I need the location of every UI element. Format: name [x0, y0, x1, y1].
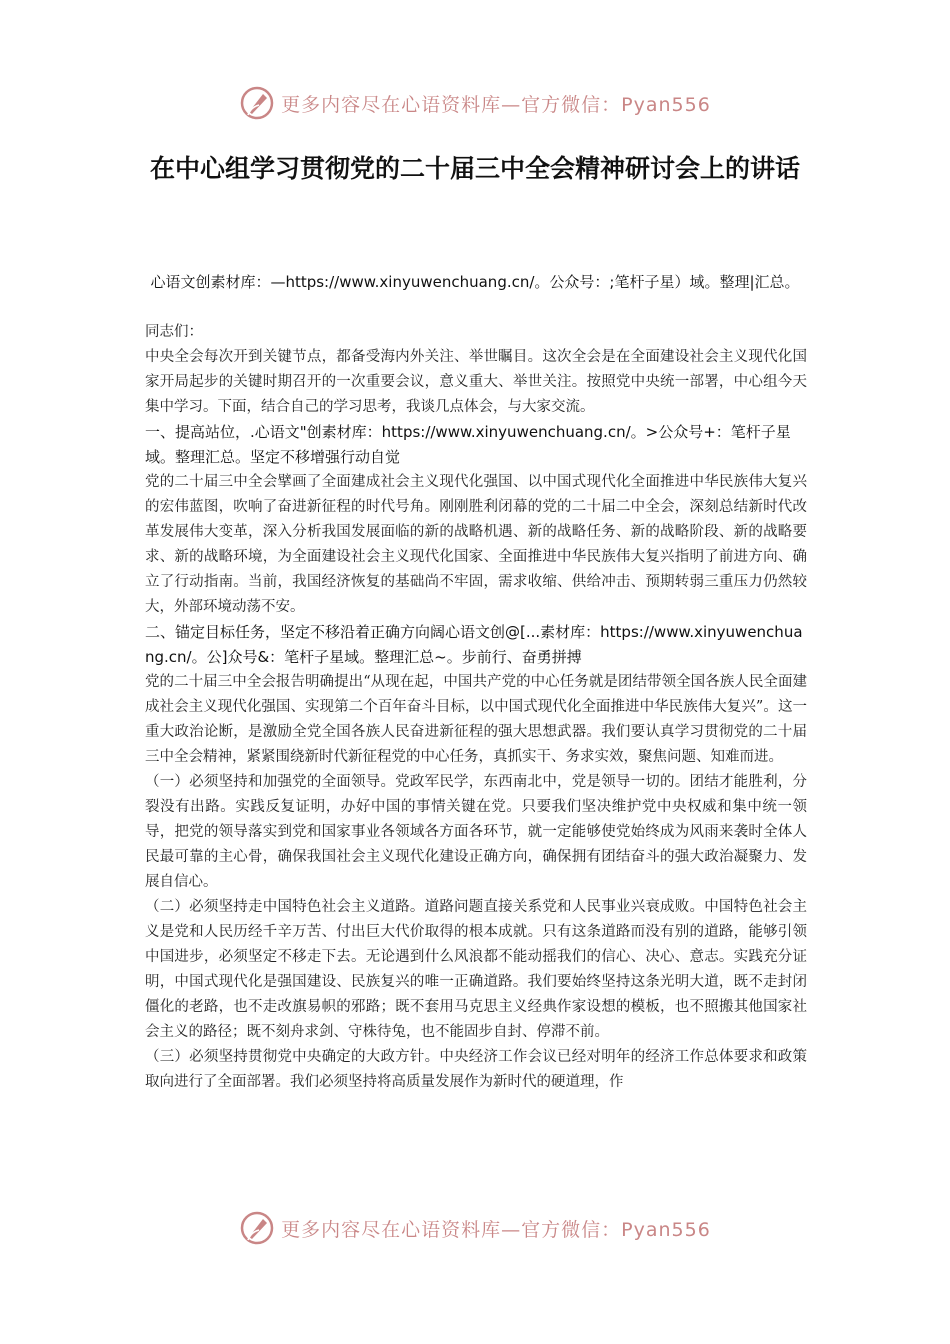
section-heading-2: 二、锚定目标任务，坚定不移沿着正确方向阔心语文创@[...素材库：https://www.xinyuwenchuang.cn/。公]众号&：笔杆子星域。整理汇总~。步前行、奋勇拼搏 — [145, 623, 803, 666]
paragraph-4: （二）必须坚持走中国特色社会主义道路。道路问题直接关系党和人民事业兴衰成败。中国特色社会主义是党和人民历经千辛万苦、付出巨大代价取得的根本成就。只有这条道路而没有别的道路，能够引领中国进步，必须坚定不移走下去。无论遇到什么风浪都不能动摇我们的信心、决心、意志。实践充分证明，中国式现代化是强国建设、民族复兴的唯一正确道路。我们要始终坚持这条光明大道，既不走封闭僵化的老路，也不走改旗易帜的邪路；既不套用马克思主义经典作家设想的模板，也不照搬其他国家社会主义的路径；既不刻舟求剑、守株待兔，也不能固步自封、停滞不前。 — [145, 899, 807, 1040]
document-body — [145, 320, 807, 1095]
paragraph-1: 党的二十届三中全会擘画了全面建成社会主义现代化强国、以中国式现代化全面推进中华民族伟大复兴的宏伟蓝图，吹响了奋进新征程的时代号角。刚刚胜利闭幕的党的二十届二中全会，深刻总结新时代改革发展伟大变革，深入分析我国发展面临的新的战略机遇、新的战略任务、新的战略阶段、新的战略要求、新的战略环境，为全面建设社会主义现代化国家、全面推进中华民族伟大复兴指明了前进方向、确立了行动指南。当前，我国经济恢复的基础尚不牢固，需求收缩、供给冲击、预期转弱三重压力仍然较大，外部环境动荡不安。 — [145, 474, 807, 615]
pen-nib-logo-icon — [239, 85, 275, 121]
paragraph-5: （三）必须坚持贯彻党中央确定的大政方针。中央经济工作会议已经对明年的经济工作总体要求和政策取向进行了全面部署。我们必须坚持将高质量发展作为新时代的硬道理，作 — [145, 1049, 807, 1090]
header-watermark-banner — [0, 85, 950, 125]
intro-paragraph: 中央全会每次开到关键节点，都备受海内外关注、举世瞩目。这次全会是在全面建设社会主义现代化国家开局起步的关键时期召开的一次重要会议，意义重大、举世关注。按照党中央统一部署，中心组今天集中学习。下面，结合自己的学习思考，我谈几点体会，与大家交流。 — [145, 349, 807, 415]
pen-nib-logo-icon — [239, 1210, 275, 1246]
banner-text: 更多内容尽在心语资料库—官方微信：Pyan556 — [281, 1218, 711, 1241]
paragraph-2: 党的二十届三中全会报告明确提出“从现在起，中国共产党的中心任务就是团结带领全国各族人民全面建成社会主义现代化强国、实现第二个百年奋斗目标，以中国式现代化全面推进中华民族伟大复兴”。这一重大政治论断，是激励全党全国各族人民奋进新征程的强大思想武器。我们要认真学习贯彻党的二十届三中全会精神，紧紧围绕新时代新征程党的中心任务，真抓实干、务求实效，聚焦问题、知难而进。 — [145, 674, 807, 765]
source-line: 心语文创素材库：—https://www.xinyuwenchuang.cn/。公众号：;笔杆子星）域。整理|汇总。 — [150, 273, 800, 291]
banner-text: 更多内容尽在心语资料库—官方微信：Pyan556 — [281, 93, 711, 116]
document-title: 在中心组学习贯彻党的二十届三中全会精神研讨会上的讲话 — [149, 154, 800, 183]
paragraph-3: （一）必须坚持和加强党的全面领导。党政军民学，东西南北中，党是领导一切的。团结才能胜利，分裂没有出路。实践反复证明，办好中国的事情关键在党。只要我们坚决维护党中央权威和集中统一领导，把党的领导落实到党和国家事业各领域各方面各环节，就一定能够使党始终成为风雨来袭时全体人民最可靠的主心骨，确保我国社会主义现代化建设正确方向，确保拥有团结奋斗的强大政治凝聚力、发展自信心。 — [145, 774, 807, 890]
banner-account: Pyan556 — [621, 1218, 711, 1241]
section-heading-1: 一、提高站位，.心语文"创素材库：https://www.xinyuwenchuang.cn/。>公众号+：笔杆子星域。整理汇总。坚定不移增强行动自觉 — [145, 423, 791, 466]
greeting: 同志们： — [145, 324, 203, 340]
footer-watermark-banner — [0, 1210, 950, 1250]
banner-account: Pyan556 — [621, 93, 711, 116]
